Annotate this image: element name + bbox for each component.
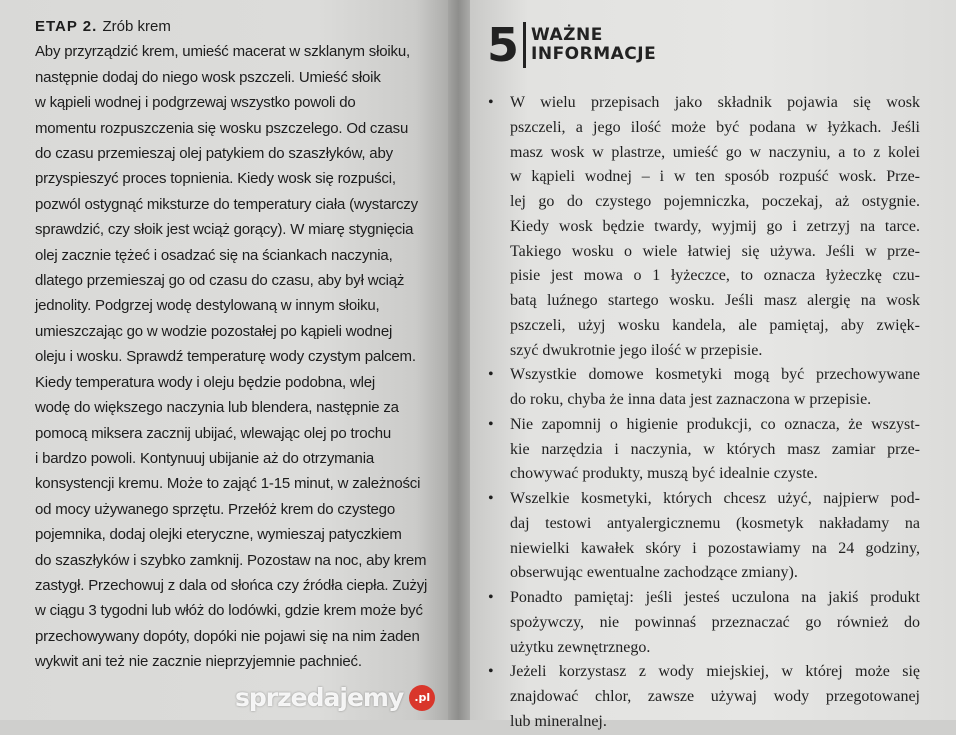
section-heading (35, 14, 435, 39)
text-line: kie narzędzia i naczynia, w których masz zamiar prze- (510, 440, 920, 458)
bullet-icon: • (488, 589, 494, 606)
bullet-icon: • (488, 490, 494, 507)
text-line: do czasu przemieszaj olej patykiem do szaszłyków, aby (35, 145, 393, 163)
text-line: chowywać produkty, muszą być idealnie czyste. (510, 465, 818, 483)
text-line: obserwując ewentualne zachodzące zmiany). (510, 564, 798, 582)
text-line: Kiedy temperatura wody i oleju będzie podobna, wlej (35, 373, 376, 391)
bullet-icon: • (488, 94, 494, 111)
text-line: następnie dodaj do niego wosk pszczeli. Umieść słoik (35, 68, 381, 86)
text-line: przechowywany dopóty, dopóki nie pojawi się na nim żaden (35, 627, 420, 645)
text-line: użytku zewnętrznego. (510, 638, 651, 656)
text-line: Kiedy wosk będzie twardy, wyjmij go i zetrzyj na tarce. (510, 217, 920, 235)
left-page-text (35, 14, 435, 675)
text-line: batą luźnego startego wosku. Jeśli masz alergię na wosk (510, 292, 920, 309)
text-line: olej zacznie tężeć i osadzać się na ściankach naczynia, (35, 246, 393, 264)
text-line: spożywczy, nie powinnaś przeznaczać go również do (510, 613, 920, 631)
text-line: pozwól ostygnąć miksturze do temperatury ciała (wystarczy (35, 195, 418, 213)
text-line: szyć dwukrotnie jego ilość w przepisie. (510, 341, 763, 359)
text-line: w ciągu 3 tygodni lub włóż do lodówki, gdzie krem może być (35, 602, 423, 620)
bullet-icon: • (488, 366, 494, 384)
chapter-title-line: WAŻNE (531, 25, 603, 45)
bullet-icon: • (488, 415, 494, 433)
text-line: od mocy używanego sprzętu. Przełóż krem do czystego (35, 500, 395, 518)
text-line: pszczeli, a jego ilość może być podana w łyżkach. Jeśli (510, 118, 920, 136)
section-title: Zrób krem (102, 18, 171, 35)
text-line: Wszelkie kosmetyki, których chcesz użyć, najpierw pod- (510, 490, 920, 507)
text-line: lej go do czystego pojemniczka, poczekaj, aż ostygnie. (510, 193, 920, 210)
text-line: pojemnika, dodaj olejki eteryczne, wymieszaj patyczkiem (35, 526, 402, 544)
text-line: Nie zapomnij o higienie produkcji, co oznacza, że wszyst- (510, 415, 920, 433)
watermark-badge: .pl (409, 685, 435, 711)
bullet-item (488, 660, 920, 734)
text-line: znajdować chlor, zawsze używaj wody przegotowanej (510, 688, 920, 705)
text-line: wykwit ani też nie zacznie nieprzyjemnie pachnieć. (35, 653, 362, 671)
text-line: przyspieszyć proces topnienia. Kiedy wosk się rozpuści, (35, 170, 396, 188)
text-line: dlatego przemieszaj go od czasu do czasu, aby był wciąż (35, 272, 405, 290)
chapter-number: 5 (487, 22, 526, 68)
text-line: oleju i wosku. Sprawdź temperaturę wody czystym palcem. (35, 348, 416, 366)
text-line: i bardzo powoli. Kontynuuj ubijanie aż do otrzymania (35, 449, 374, 467)
bullet-item (488, 363, 920, 413)
bullet-icon: • (488, 663, 494, 681)
text-line: jednolity. Podgrzej wodę destylowaną w innym słoiku, (35, 297, 380, 315)
chapter-title-line: INFORMACJE (531, 44, 657, 64)
text-line: umieszczając go w wodzie pozostałej po kąpieli wodnej (35, 322, 393, 340)
bullet-item (488, 586, 920, 660)
text-line: konsystencji kremu. Może to zająć 1-15 minut, w zależności (35, 475, 421, 493)
section-label: ETAP 2. (35, 18, 98, 35)
text-line: sprawdzić, czy słoik jest wciąż gorący). W miarę stygnięcia (35, 221, 414, 239)
text-line: W wielu przepisach jako składnik pojawia się wosk (510, 94, 920, 111)
text-line: Jeżeli korzystasz z wody miejskiej, w której może się (510, 663, 920, 681)
watermark-logo: sprzedajemy (235, 683, 404, 712)
text-line: daj testowi antyalergicznemu (kosmetyk nakładamy na (510, 514, 920, 532)
watermark (235, 684, 435, 712)
text-line: niewielki kawałek skóry i pozostawiamy na 24 godziny, (510, 539, 920, 557)
text-line: pisie jest mowa o 1 łyżeczce, to oznacza łyżeczkę czu- (510, 267, 920, 285)
chapter-title (526, 26, 656, 64)
text-line: do szaszłyków i szybko zamknij. Pozostaw na noc, aby krem (35, 551, 427, 569)
text-line: pomocą miksera zacznij ubijać, wlewając olej po trochu (35, 424, 392, 442)
text-line: momentu rozpuszczenia się wosku pszczelego. Od czasu (35, 119, 409, 137)
text-line: w kąpieli wodnej – i w ten sposób rozpuść wosk. Prze- (510, 168, 920, 186)
text-line: Wszystkie domowe kosmetyki mogą być przechowywane (510, 366, 920, 384)
text-line: Aby przyrządzić krem, umieść macerat w szklanym słoiku, (35, 43, 410, 61)
bullet-item (488, 91, 920, 363)
text-line: masz wosk w plastrze, umieść go w naczyniu, a to z kolei (510, 143, 920, 161)
text-line: pszczeli, użyj wosku kandela, ale pamiętaj, aby zwięk- (510, 316, 920, 334)
bullet-item (488, 487, 920, 586)
bullet-item (488, 413, 920, 487)
text-line: do roku, chyba że inna data jest zaznaczona w przepisie. (510, 391, 872, 408)
chapter-header (487, 18, 657, 72)
bullet-list (488, 91, 920, 735)
text-line: lub mineralnej. (510, 712, 607, 730)
text-line: zastygł. Przechowuj z dala od słońca czy źródła ciepła. Zużyj (35, 576, 428, 594)
text-line: w kąpieli wodnej i podgrzewaj wszystko powoli do (35, 94, 356, 112)
text-line: Ponadto pamiętaj: jeśli jesteś uczulona na jakiś produkt (510, 589, 920, 606)
text-line: Takiego wosku o wiele łatwiej się używa. Jeśli w prze- (510, 242, 920, 260)
text-line: wodę do większego naczynia lub blendera, następnie za (35, 399, 399, 417)
